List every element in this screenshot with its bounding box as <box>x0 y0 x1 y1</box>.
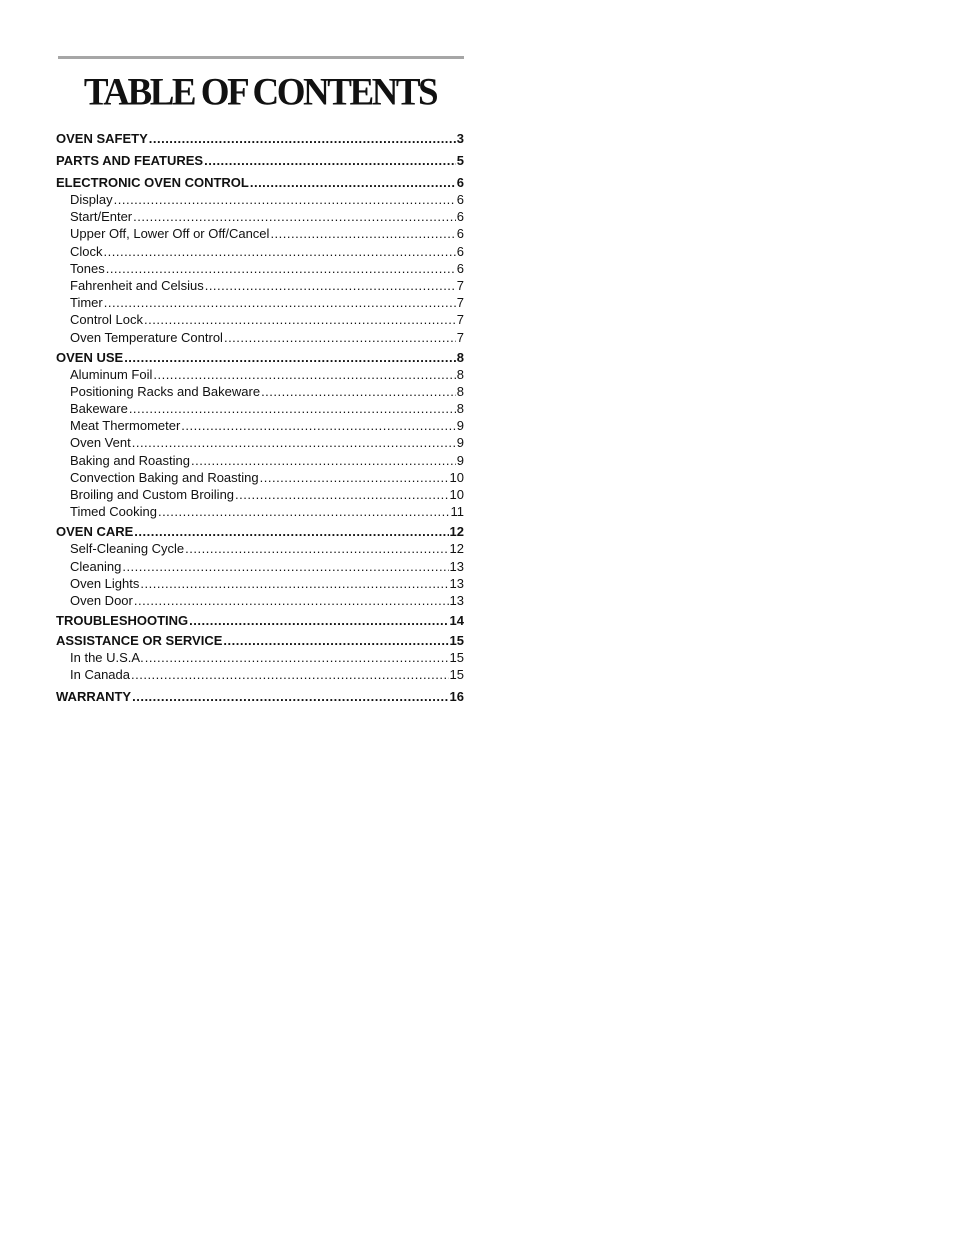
toc-item-label: Tones <box>70 260 105 276</box>
toc-item-label: Aluminum Foil <box>70 366 153 382</box>
toc-section-label: PARTS AND FEATURES <box>56 153 204 168</box>
toc-section-label: TROUBLESHOOTING <box>56 613 189 629</box>
toc-item-label: Fahrenheit and Celsius <box>70 277 204 293</box>
toc-section <box>56 523 464 609</box>
toc-page-number: 6 <box>456 209 464 225</box>
toc-item-label: Convection Baking and Roasting <box>70 469 259 485</box>
toc-item-label: Meat Thermometer <box>70 418 181 434</box>
leader-dots <box>158 503 450 520</box>
toc-item-label: Oven Door <box>70 592 133 608</box>
toc-item[interactable] <box>56 592 464 609</box>
toc-item[interactable] <box>56 666 464 683</box>
toc-item-label: Upper Off, Lower Off or Off/Cancel <box>70 226 270 242</box>
toc-page-number: 14 <box>449 613 464 629</box>
toc-section-label: OVEN USE <box>56 349 124 365</box>
toc-page-number: 12 <box>449 541 464 557</box>
table-of-contents <box>56 56 464 705</box>
toc-page-number: 16 <box>449 688 464 704</box>
toc-page-number: 11 <box>450 504 464 520</box>
toc-page-number: 13 <box>449 558 464 574</box>
toc-item-label: Oven Temperature Control <box>70 329 223 345</box>
toc-section-heading[interactable] <box>56 130 464 147</box>
leader-dots <box>132 688 448 705</box>
toc-page-number: 7 <box>456 312 464 328</box>
toc-item[interactable] <box>56 540 464 557</box>
leader-dots <box>134 523 448 540</box>
toc-page-number: 3 <box>456 131 464 146</box>
toc-item[interactable] <box>56 366 464 383</box>
toc-page-number: 9 <box>456 435 464 451</box>
toc-section <box>56 152 464 169</box>
toc-page-number: 6 <box>456 226 464 242</box>
leader-dots <box>133 208 456 225</box>
leader-dots <box>181 417 455 434</box>
toc-section-heading[interactable] <box>56 174 464 191</box>
leader-dots <box>145 649 449 666</box>
toc-page-number: 10 <box>449 487 464 502</box>
toc-item-label: Bakeware <box>70 401 128 417</box>
toc-page-number: 6 <box>456 260 464 276</box>
toc-item[interactable] <box>56 558 464 575</box>
toc-section-heading[interactable] <box>56 349 464 366</box>
toc-item[interactable] <box>56 243 464 260</box>
leader-dots <box>124 349 456 366</box>
toc-item[interactable] <box>56 329 464 346</box>
toc-page-number: 6 <box>456 243 464 259</box>
leader-dots <box>235 486 449 503</box>
toc-item[interactable] <box>56 277 464 294</box>
toc-item-label: In the U.S.A. <box>70 650 144 666</box>
leader-dots <box>191 452 456 469</box>
toc-page-number: 9 <box>456 452 464 468</box>
leader-dots <box>261 383 456 400</box>
leader-dots <box>114 191 456 208</box>
toc-item-label: Start/Enter <box>70 209 133 225</box>
toc-item[interactable] <box>56 191 464 208</box>
toc-page-number: 7 <box>456 295 464 311</box>
toc-item[interactable] <box>56 486 464 503</box>
toc-page-number: 6 <box>456 192 464 207</box>
leader-dots <box>224 329 456 346</box>
leader-dots <box>149 130 456 147</box>
toc-page-number: 9 <box>456 418 464 434</box>
toc-section-heading[interactable] <box>56 612 464 629</box>
leader-dots <box>270 225 455 242</box>
toc-page-number: 8 <box>456 401 464 417</box>
leader-dots <box>104 243 456 260</box>
toc-item[interactable] <box>56 503 464 520</box>
leader-dots <box>223 632 448 649</box>
leader-dots <box>134 592 449 609</box>
toc-item[interactable] <box>56 452 464 469</box>
toc-section <box>56 612 464 629</box>
toc-item-label: Cleaning <box>70 558 122 574</box>
toc-item[interactable] <box>56 260 464 277</box>
toc-page-number: 8 <box>456 349 464 365</box>
toc-page-number: 15 <box>449 667 464 683</box>
leader-dots <box>204 152 456 169</box>
toc-item-label: Broiling and Custom Broiling <box>70 487 235 502</box>
toc-item[interactable] <box>56 434 464 451</box>
toc-section-label: WARRANTY <box>56 688 132 704</box>
toc-section <box>56 130 464 147</box>
leader-dots <box>250 174 456 191</box>
toc-item-label: Oven Vent <box>70 435 131 451</box>
leader-dots <box>129 400 456 417</box>
toc-section-heading[interactable] <box>56 152 464 169</box>
toc-item[interactable] <box>56 208 464 225</box>
leader-dots <box>205 277 456 294</box>
leader-dots <box>104 294 456 311</box>
toc-item[interactable] <box>56 311 464 328</box>
leader-dots <box>153 366 455 383</box>
toc-item-label: Control Lock <box>70 312 143 328</box>
toc-page-number: 13 <box>449 592 464 608</box>
toc-page-number: 8 <box>456 366 464 382</box>
leader-dots <box>185 540 448 557</box>
toc-section <box>56 688 464 705</box>
top-rule <box>58 56 464 59</box>
toc-item-label: Baking and Roasting <box>70 452 190 468</box>
toc-item-label: In Canada <box>70 667 130 683</box>
toc-section-label: ASSISTANCE OR SERVICE <box>56 633 223 649</box>
toc-section <box>56 349 464 521</box>
leader-dots <box>144 311 456 328</box>
toc-page-number: 6 <box>456 175 464 190</box>
toc-section-label: OVEN SAFETY <box>56 131 148 146</box>
leader-dots <box>260 469 449 486</box>
leader-dots <box>131 666 449 683</box>
toc-page-number: 7 <box>456 277 464 293</box>
toc-item-label: Display <box>70 192 113 207</box>
toc-page-number: 5 <box>456 153 464 168</box>
toc-item[interactable] <box>56 575 464 592</box>
toc-item[interactable] <box>56 649 464 666</box>
toc-item[interactable] <box>56 417 464 434</box>
toc-section-heading[interactable] <box>56 523 464 540</box>
toc-item-label: Timer <box>70 295 103 311</box>
toc-page-number: 7 <box>456 329 464 345</box>
leader-dots <box>189 612 448 629</box>
toc-section-label: OVEN CARE <box>56 524 134 540</box>
toc-item[interactable] <box>56 225 464 242</box>
toc-item-label: Timed Cooking <box>70 504 157 520</box>
leader-dots <box>106 260 456 277</box>
toc-item[interactable] <box>56 294 464 311</box>
toc-item[interactable] <box>56 400 464 417</box>
toc-page-number: 12 <box>449 524 464 540</box>
leader-dots <box>140 575 448 592</box>
toc-section-label: ELECTRONIC OVEN CONTROL <box>56 175 249 190</box>
toc-item-label: Positioning Racks and Bakeware <box>70 383 261 399</box>
toc-item-label: Clock <box>70 243 103 259</box>
toc-item-label: Self-Cleaning Cycle <box>70 541 185 557</box>
toc-section-heading[interactable] <box>56 632 464 649</box>
toc-page-number: 13 <box>449 575 464 591</box>
toc-page-number: 8 <box>456 383 464 399</box>
toc-item[interactable] <box>56 469 464 486</box>
toc-item-label: Oven Lights <box>70 575 140 591</box>
toc-item[interactable] <box>56 383 464 400</box>
leader-dots <box>122 558 448 575</box>
toc-section-heading[interactable] <box>56 688 464 705</box>
toc-page-number: 15 <box>449 650 464 666</box>
page-title: TABLE OF CONTENTS <box>83 70 437 114</box>
toc-section <box>56 632 464 683</box>
toc-section <box>56 174 464 346</box>
leader-dots <box>132 434 456 451</box>
toc-page-number: 10 <box>449 469 464 485</box>
toc-page-number: 15 <box>449 633 464 649</box>
